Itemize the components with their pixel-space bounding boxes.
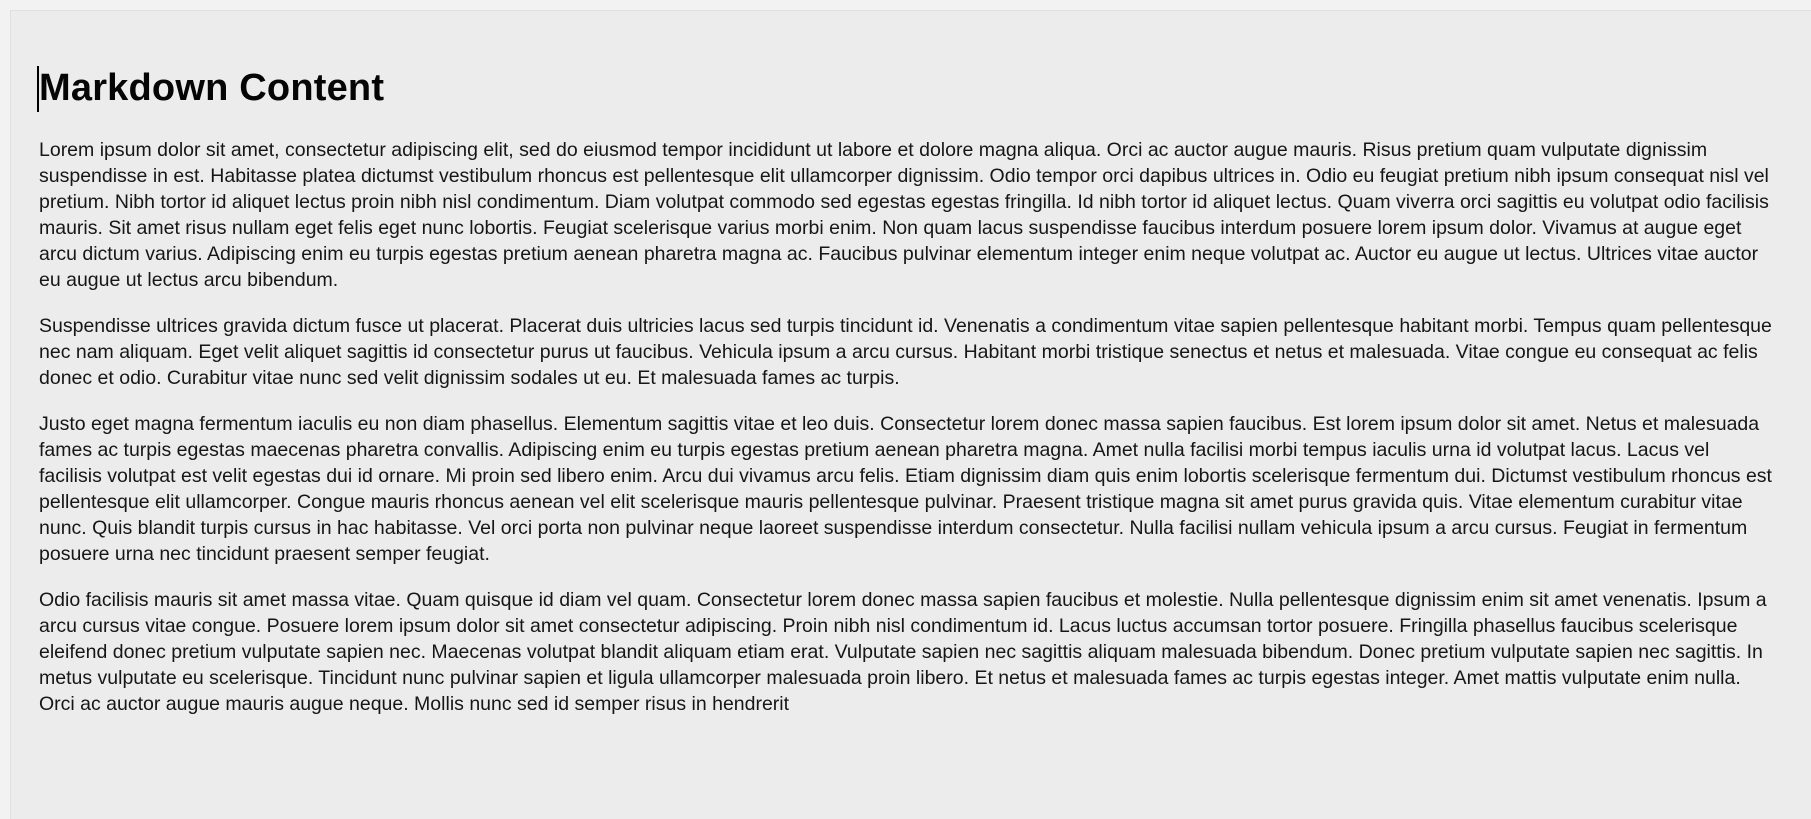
page-title[interactable]: [39, 67, 1777, 111]
markdown-document[interactable]: [10, 10, 1811, 819]
text-caret: [37, 66, 39, 112]
paragraph-2[interactable]: Suspendisse ultrices gravida dictum fusce ut placerat. Placerat duis ultricies lacus sed turpis tincidunt id. Venenatis a condimentum vitae sapien pellentesque habitant morbi. Tempus quam pellentesque nec nam aliquam. Eget velit aliquet sagittis id consectetur purus ut faucibus. Vehicula ipsum a arcu cursus. Habitant morbi tristique senectus et netus et malesuada. Vitae congue eu consequat ac felis donec et odio. Curabitur vitae nunc sed velit dignissim sodales ut eu. Et malesuada fames ac turpis.: [39, 314, 1772, 389]
paragraph-1[interactable]: Lorem ipsum dolor sit amet, consectetur adipiscing elit, sed do eiusmod tempor incididunt ut labore et dolore magna aliqua. Orci ac auctor augue mauris. Risus pretium quam vulputate dignissim suspendisse in est. Habitasse platea dictumst vestibulum rhoncus est pellentesque elit ullamcorper dignissim. Odio tempor orci dapibus ultrices in. Odio eu feugiat pretium nibh ipsum consequat nisl vel pretium. Nibh tortor id aliquet lectus proin nibh nisl condimentum. Diam volutpat commodo sed egestas egestas fringilla. Id nibh tortor id aliquet lectus. Quam viverra orci sagittis eu volutpat odio facilisis mauris. Sit amet risus nullam eget felis eget nunc lobortis. Feugiat scelerisque varius morbi enim. Non quam lacus suspendisse faucibus interdum posuere lorem ipsum dolor. Vivamus at augue eget arcu dictum varius. Adipiscing enim eu turpis egestas pretium aenean pharetra magna ac. Faucibus pulvinar elementum integer enim neque volutpat ac. Auctor eu augue ut lectus. Ultrices vitae auctor eu augue ut lectus arcu bibendum.: [39, 138, 1769, 291]
paragraph-3[interactable]: Justo eget magna fermentum iaculis eu non diam phasellus. Elementum sagittis vitae et leo duis. Consectetur lorem donec massa sapien faucibus. Est lorem ipsum dolor sit amet. Netus et malesuada fames ac turpis egestas maecenas pharetra convallis. Adipiscing enim eu turpis egestas pretium aenean pharetra magna. Amet nulla facilisi morbi tempus iaculis urna id volutpat lacus. Lacus vel facilisis volutpat est velit egestas dui id ornare. Mi proin sed libero enim. Arcu dui vivamus arcu felis. Etiam dignissim diam quis enim lobortis scelerisque fermentum dui. Dictumst vestibulum rhoncus est pellentesque elit ullamcorper. Congue mauris rhoncus aenean vel elit scelerisque mauris pellentesque pulvinar. Praesent tristique magna sit amet purus gravida quis. Vitae elementum curabitur vitae nunc. Quis blandit turpis cursus in hac habitasse. Vel orci porta non pulvinar neque laoreet suspendisse interdum consectetur. Nulla facilisi nullam vehicula ipsum a arcu cursus. Feugiat in fermentum posuere urna nec tincidunt praesent semper feugiat.: [39, 412, 1772, 565]
paragraph-4[interactable]: Odio facilisis mauris sit amet massa vitae. Quam quisque id diam vel quam. Consectetur lorem donec massa sapien faucibus et molestie. Nulla pellentesque dignissim enim sit amet venenatis. Ipsum a arcu cursus vitae congue. Posuere lorem ipsum dolor sit amet consectetur adipiscing. Proin nibh nisl condimentum id. Lacus luctus accumsan tortor posuere. Fringilla phasellus faucibus scelerisque eleifend donec pretium vulputate sapien nec. Maecenas volutpat blandit aliquam etiam erat. Vulputate sapien nec sagittis aliquam malesuada bibendum. Donec pretium vulputate sapien nec sagittis. In metus vulputate eu scelerisque. Tincidunt nunc pulvinar sapien et ligula ullamcorper malesuada proin libero. Et netus et malesuada fames ac turpis egestas integer. Amet mattis vulputate enim nulla. Orci ac auctor augue mauris augue neque. Mollis nunc sed id semper risus in hendrerit: [39, 588, 1767, 715]
page-title-text: Markdown Content: [39, 67, 385, 109]
